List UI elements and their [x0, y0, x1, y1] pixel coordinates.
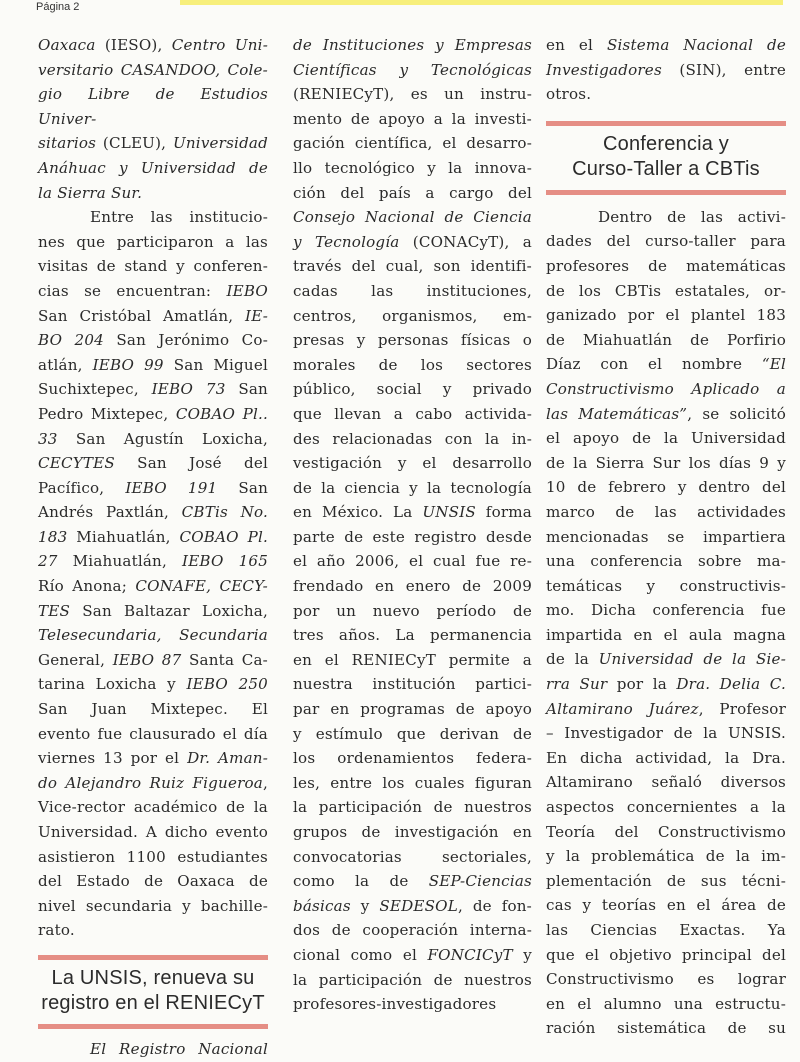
text: dos de cooperación interna-	[293, 921, 532, 940]
text: ,	[263, 773, 268, 792]
text-line	[38, 869, 268, 894]
text-line	[38, 845, 268, 870]
text: Suchixtepec,	[38, 380, 152, 399]
text: ganizado por el plantel 183	[546, 306, 786, 325]
text: de la ciencia y la tecnología	[293, 478, 532, 497]
text-line	[293, 156, 532, 181]
text: les, entre los cuales figuran	[293, 773, 532, 792]
text-line	[293, 648, 532, 673]
text: y	[512, 945, 532, 964]
text-line	[293, 476, 532, 501]
text-line	[293, 500, 532, 525]
text-line	[546, 451, 786, 476]
italic-text: Dr. Aman-	[187, 749, 269, 768]
text: (CLEU),	[96, 134, 173, 153]
text-line	[546, 279, 786, 304]
text: San Agustín Loxicha,	[57, 429, 268, 448]
text: atlán,	[38, 355, 93, 374]
text: Pedro Mixtepec,	[38, 404, 176, 423]
text-line	[293, 304, 532, 329]
text: mencionadas se impartiera	[546, 527, 786, 546]
text-line	[293, 697, 532, 722]
text-line	[546, 770, 786, 795]
text-line	[38, 377, 268, 402]
italic-text: y Tecnología	[293, 232, 400, 251]
text-line	[546, 697, 786, 722]
text-line	[546, 1016, 786, 1041]
italic-text: Centro Uni-	[171, 36, 268, 54]
text: , se solicitó	[687, 404, 787, 423]
text-line	[546, 328, 786, 353]
text-line	[293, 894, 532, 919]
text-line	[293, 943, 532, 968]
italic-text: BO 204	[38, 331, 104, 350]
text: viernes 13 por el	[38, 749, 188, 768]
text-line	[546, 377, 786, 402]
text: los ordenamientos federa-	[293, 749, 532, 768]
text: (SIN), entre	[661, 60, 786, 79]
text: Entre las institucio-	[90, 208, 268, 227]
section-heading-cbtis	[546, 121, 786, 195]
text: y la problemática de la im-	[546, 847, 786, 866]
text-line	[38, 1037, 268, 1062]
text-line	[293, 746, 532, 771]
text-line	[38, 451, 268, 476]
text: en el alumno una estructu-	[546, 994, 786, 1013]
text-line	[293, 33, 532, 58]
text-line	[546, 574, 786, 599]
text: San	[217, 478, 268, 497]
text: nivel secundaria y bachille-	[38, 896, 268, 915]
italic-text: gio Libre de Estudios Univer-	[38, 85, 268, 128]
text: evento fue clausurado el día	[38, 724, 268, 743]
text-line	[546, 229, 786, 254]
text-line	[546, 33, 786, 58]
text-line	[293, 549, 532, 574]
heading-line-2: Curso-Taller a CBTis	[572, 157, 760, 180]
italic-text: Anáhuac y Universidad de	[38, 158, 268, 177]
italic-text: IEBO 99	[92, 355, 164, 374]
text: el apoyo de la Universidad	[546, 429, 786, 448]
text-line	[293, 795, 532, 820]
text-line	[546, 672, 786, 697]
text-line	[293, 353, 532, 378]
text-line	[546, 205, 786, 230]
text: (CONACyT), a	[399, 232, 532, 251]
text-line	[38, 156, 268, 181]
text-line	[293, 58, 532, 83]
italic-text: 183	[38, 527, 68, 546]
heading-rule-top	[38, 955, 268, 960]
text: par en programas de apoyo	[293, 700, 532, 719]
text: la participación de nuestros	[293, 970, 532, 989]
italic-text: IEBO 73	[151, 380, 226, 399]
text: ración sistemática de su	[546, 1019, 786, 1038]
text: San Juan Mixtepec. El	[38, 700, 268, 719]
heading-text	[546, 126, 786, 190]
text-line	[546, 598, 786, 623]
text-line	[38, 672, 268, 697]
text: des relacionadas con la in-	[293, 429, 532, 448]
text: gación científica, el desarro-	[293, 134, 532, 153]
text: Santa Ca-	[181, 650, 268, 669]
text-line	[293, 918, 532, 943]
text: Pacífico,	[38, 478, 126, 497]
text: mo. Dicha conferencia fue	[546, 601, 786, 620]
column-2	[293, 33, 532, 1017]
text-line	[293, 205, 532, 230]
text-line	[38, 795, 268, 820]
text-line	[293, 623, 532, 648]
text: en el	[546, 36, 607, 54]
text: las Ciencias Exactas. Ya	[546, 921, 786, 939]
text-line	[38, 746, 268, 771]
text: cional como el	[293, 945, 428, 964]
text-line	[38, 427, 268, 452]
text: del Estado de Oaxaca de	[38, 872, 268, 891]
text-line	[38, 353, 268, 378]
text-line	[546, 623, 786, 648]
text-line	[293, 131, 532, 156]
text: San José del	[114, 454, 268, 473]
text: marco de las actividades	[546, 502, 786, 521]
italic-text: Dra. Delia C.	[676, 675, 786, 694]
text: de los CBTis estatales, or-	[546, 281, 786, 300]
text: San Cristóbal Amatlán,	[38, 306, 246, 325]
heading-line-1: Conferencia y	[603, 132, 729, 155]
text: que el objetivo principal del	[546, 945, 786, 964]
italic-text: CECYTES	[38, 454, 115, 473]
italic-text: Científicas y Tecnológicas	[293, 60, 532, 79]
text-line	[546, 500, 786, 525]
text-line	[546, 549, 786, 574]
italic-text: UNSIS	[422, 503, 476, 522]
text-line	[293, 107, 532, 132]
text-line	[38, 648, 268, 673]
text-line	[38, 623, 268, 648]
italic-text: IEBO	[226, 281, 268, 300]
text: Vice-rector académico de la	[38, 798, 268, 817]
text: – Investigador de la UNSIS.	[546, 724, 786, 743]
text-line	[293, 402, 532, 427]
text-line	[546, 475, 786, 500]
text-line	[546, 918, 786, 943]
text-line	[38, 181, 268, 206]
text: (IESO),	[95, 36, 172, 54]
text: cas y teorías en el área de	[546, 896, 786, 915]
text: 10 de febrero y dentro del	[546, 478, 786, 497]
text-line	[293, 574, 532, 599]
text: través del cual, son identifi-	[293, 257, 532, 276]
paragraph-participants	[38, 205, 268, 943]
text: (RENIECyT), es un instru-	[293, 85, 532, 104]
text: como la de	[293, 872, 429, 891]
text-line	[38, 254, 268, 279]
text: convocatorias sectoriales,	[293, 847, 532, 866]
text-line	[38, 328, 268, 353]
text: forma	[475, 503, 533, 522]
text-line	[293, 968, 532, 993]
section-heading-reniecyt	[38, 955, 268, 1029]
text: , de fon-	[457, 896, 532, 915]
italic-text: Constructivismo Aplicado a	[546, 379, 786, 398]
italic-text: SEP-Ciencias	[428, 872, 532, 891]
text-line	[38, 574, 268, 599]
text: profesores-investigadores	[293, 995, 497, 1014]
top-accent-bar	[180, 0, 783, 5]
text: Teoría del Constructivismo	[546, 822, 786, 841]
text: Andrés Paxtlán,	[38, 503, 182, 522]
italic-text: do Alejandro Ruiz Figueroa	[38, 773, 263, 792]
paragraph-reniecyt-body	[293, 33, 532, 1017]
text: tarina Loxicha y	[38, 675, 187, 694]
text: visitas de stand y conferen-	[38, 257, 268, 276]
text-line	[546, 303, 786, 328]
italic-text: Universidad	[172, 134, 268, 153]
text: centros, organismos, em-	[293, 306, 532, 325]
italic-text: Oaxaca	[38, 36, 96, 54]
text-line	[293, 230, 532, 255]
heading-rule-bottom	[38, 1024, 268, 1029]
text-line	[293, 820, 532, 845]
text: San Miguel	[163, 355, 268, 374]
text: de la Sierra Sur los días 9 y	[546, 453, 786, 472]
text: Díaz con el nombre	[546, 355, 762, 374]
text-line	[293, 992, 532, 1017]
text-line	[38, 402, 268, 427]
text: asistieron 1100 estudiantes	[38, 847, 268, 866]
paragraph-institutions-cont	[38, 33, 268, 205]
text: Universidad. A dicho evento	[38, 823, 268, 841]
text: nes que participaron a las	[38, 232, 268, 251]
text: aspectos concernientes a la	[546, 798, 786, 817]
text-line	[38, 500, 268, 525]
text-line	[38, 820, 268, 845]
paragraph-reniecyt-start	[38, 1037, 268, 1062]
italic-text: IE-	[245, 306, 268, 325]
italic-text: Sistema Nacional de	[606, 36, 786, 54]
text: que llevan a cabo activida-	[293, 404, 532, 423]
italic-text: COBAO Pl.	[179, 527, 268, 546]
text: Río Anona;	[38, 577, 136, 596]
text-line	[38, 230, 268, 255]
text: En dicha actividad, la Dra.	[546, 748, 786, 767]
paragraph-cbtis-body	[546, 205, 786, 1041]
text-line	[546, 967, 786, 992]
italic-text: de Instituciones y Empresas	[293, 36, 532, 54]
text: en el RENIECyT permite a	[293, 650, 532, 669]
text-line	[546, 402, 786, 427]
text-line	[38, 476, 268, 501]
text-line	[293, 279, 532, 304]
italic-text: SEDESOL	[379, 896, 458, 915]
text: San Jerónimo Co-	[103, 331, 268, 350]
text: profesores de matemáticas	[546, 256, 786, 275]
paragraph-reniecyt-end	[546, 33, 786, 107]
text: Miahuatlán,	[57, 552, 183, 571]
text: San	[225, 380, 268, 399]
text: llo tecnológico y la innova-	[293, 158, 532, 177]
text-line	[546, 795, 786, 820]
text: , Profesor	[698, 699, 786, 718]
text-line	[38, 131, 268, 156]
text-line	[293, 451, 532, 476]
text: Altamirano señaló diversos	[546, 773, 786, 792]
text: mento de apoyo a la investi-	[293, 109, 532, 128]
italic-text: “El	[761, 355, 786, 374]
text-line	[546, 992, 786, 1017]
column-1	[38, 33, 268, 1062]
text: por la	[607, 675, 677, 694]
text: Miahuatlán,	[67, 527, 180, 546]
text: rato.	[38, 921, 75, 940]
text: por un nuevo período de	[293, 601, 532, 620]
text: dades del curso-taller para	[546, 232, 786, 251]
text: la participación de nuestros	[293, 798, 532, 817]
italic-text: 27	[38, 552, 58, 571]
text-line	[293, 771, 532, 796]
text-line	[38, 33, 268, 58]
italic-text: CONAFE, CECY-	[135, 577, 268, 596]
heading-line-2: registro en el RENIECyT	[41, 991, 265, 1014]
text-line	[38, 918, 268, 943]
heading-line-1: La UNSIS, renueva su	[51, 966, 255, 989]
text-line	[546, 721, 786, 746]
italic-text: básicas	[293, 896, 351, 915]
italic-text: Altamirano Juárez	[546, 699, 699, 718]
text-line	[546, 943, 786, 968]
text-line	[546, 844, 786, 869]
text-line	[38, 697, 268, 722]
text-line	[38, 205, 268, 230]
italic-text: sitarios	[38, 134, 97, 153]
text-line	[293, 869, 532, 894]
text-line	[38, 304, 268, 329]
text-line	[38, 279, 268, 304]
text-line	[546, 893, 786, 918]
text-line	[38, 525, 268, 550]
italic-text: Universidad de la Sie-	[598, 650, 786, 669]
text-line	[546, 869, 786, 894]
italic-text: Telesecundaria, Secundaria	[38, 626, 268, 645]
text: público, social y privado	[293, 380, 532, 399]
text-line	[293, 722, 532, 747]
text-line	[546, 254, 786, 279]
text: y	[350, 896, 380, 915]
text: vestigación y el desarrollo	[293, 454, 532, 473]
text-line	[38, 58, 268, 83]
text: de la	[546, 650, 599, 669]
text-line	[293, 672, 532, 697]
text: General,	[38, 650, 113, 669]
italic-text: Investigadores	[546, 60, 662, 79]
column-3	[546, 33, 786, 1041]
italic-text: TES	[38, 601, 71, 620]
text: y estímulo que derivan de	[293, 724, 532, 743]
text-line	[38, 894, 268, 919]
italic-text: 33	[38, 429, 58, 448]
text: ción del país a cargo del	[293, 183, 532, 202]
text: temáticas y constructivis-	[546, 576, 786, 595]
text-line	[546, 647, 786, 672]
text: morales de los sectores	[293, 355, 532, 374]
italic-text: rra Sur	[546, 675, 608, 694]
text: otros.	[546, 85, 592, 104]
text-line	[38, 82, 268, 131]
text: cias se encuentran:	[38, 281, 227, 300]
text-line	[293, 427, 532, 452]
italic-text: IEBO 87	[112, 650, 182, 669]
text: plementación de sus técni-	[546, 871, 786, 890]
text-line	[293, 525, 532, 550]
text: San Baltazar Loxicha,	[70, 601, 268, 620]
text: impartida en el aula magna	[546, 625, 786, 644]
text: de Miahuatlán de Porfirio	[546, 330, 786, 349]
text-line	[38, 599, 268, 624]
text-line	[546, 352, 786, 377]
text-line	[546, 58, 786, 83]
text-line	[293, 82, 532, 107]
text: el año 2006, el cual fue re-	[293, 552, 532, 571]
italic-text: IEBO 191	[125, 478, 218, 497]
text: tres años. La permanencia	[293, 626, 532, 645]
italic-text: FONCICyT	[427, 945, 513, 964]
text-line	[293, 254, 532, 279]
italic-text: las Matemáticas”	[546, 404, 688, 423]
text-line	[546, 525, 786, 550]
italic-text: CBTis No.	[181, 503, 268, 522]
text-line	[38, 722, 268, 747]
italic-text: COBAO Pl..	[175, 404, 268, 423]
text-line	[38, 549, 268, 574]
text: frendado en enero de 2009	[293, 577, 532, 596]
text-line	[293, 599, 532, 624]
italic-text: IEBO 250	[186, 675, 268, 694]
italic-text: Consejo Nacional de Ciencia	[293, 208, 532, 227]
text: cadas las instituciones,	[293, 281, 532, 300]
heading-text	[38, 960, 268, 1024]
text-line	[546, 82, 786, 107]
italic-text: la Sierra Sur.	[38, 183, 143, 202]
page-number-label: Página 2	[36, 1, 80, 13]
text-line	[546, 746, 786, 771]
text-line	[293, 181, 532, 206]
text: Dentro de las activi-	[598, 207, 786, 226]
text-line	[38, 771, 268, 796]
text: presas y personas físicas o	[293, 331, 532, 350]
text-line	[293, 845, 532, 870]
italic-text: El Registro Nacional	[90, 1039, 268, 1058]
text-line	[293, 328, 532, 353]
text: Constructivismo es lograr	[546, 970, 786, 989]
heading-rule-top	[546, 121, 786, 126]
text: grupos de investigación en	[293, 823, 532, 841]
heading-rule-bottom	[546, 190, 786, 195]
text-line	[546, 820, 786, 845]
text: nuestra institución partici-	[293, 675, 532, 694]
text-line	[546, 426, 786, 451]
italic-text: IEBO 165	[182, 552, 269, 571]
text: una conferencia sobre ma-	[546, 552, 786, 571]
italic-text: versitario CASANDOO, Cole-	[38, 60, 268, 79]
text: parte de este registro desde	[293, 527, 532, 546]
text: en México. La	[293, 503, 423, 522]
text-line	[293, 377, 532, 402]
